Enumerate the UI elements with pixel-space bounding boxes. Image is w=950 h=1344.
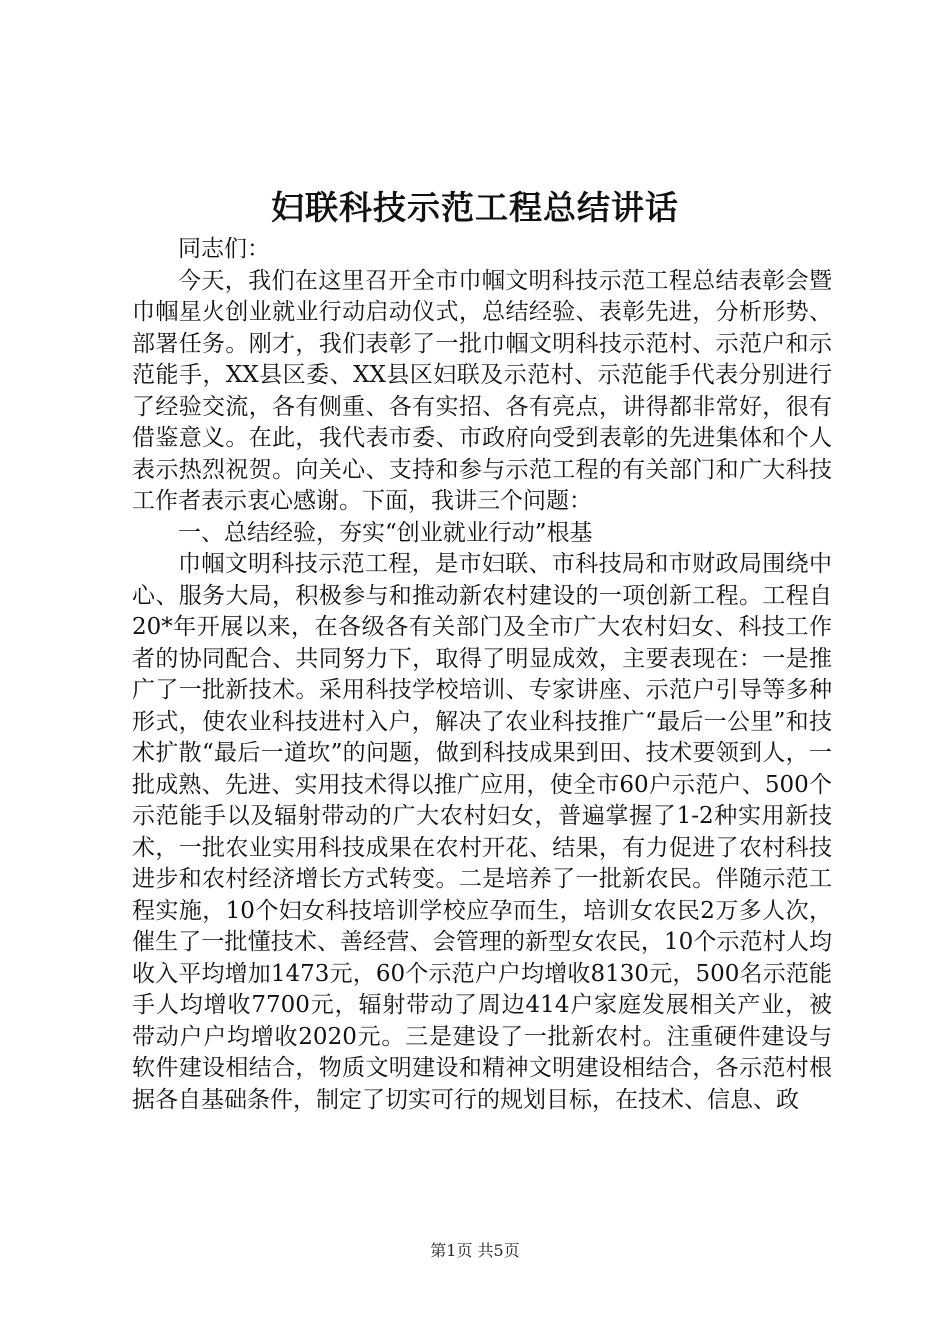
document-body <box>132 234 832 1116</box>
page-footer: 第1页 共5页 <box>430 1241 520 1260</box>
document-title: 妇联科技示范工程总结讲话 <box>271 188 679 227</box>
salutation: 同志们： <box>178 236 270 262</box>
paragraph-intro: 今天，我们在这里召开全市巾帼文明科技示范工程总结表彰会暨巾帼星火创业就业行动启动仪式，总结经验、表彰先进，分析形势、部署任务。刚才，我们表彰了一批巾帼文明科技示范村、示范户和示范能手，XX县区委、XX县区妇联及示范村、示范能手代表分别进行了经验交流，各有侧重、各有实招、各有亮点，讲得都非常好，很有借鉴意义。在此，我代表市委、市政府向受到表彰的先进集体和个人表示热烈祝贺。向关心、支持和参与示范工程的有关部门和广大科技工作者表示衷心感谢。下面，我讲三个问题： <box>132 267 832 514</box>
paragraph-summary: 巾帼文明科技示范工程，是市妇联、市科技局和市财政局围绕中心、服务大局，积极参与和推动新农村建设的一项创新工程。工程自20*年开展以来，在各级各有关部门及全市广大农村妇女、科技工作者的协同配合、共同努力下，取得了明显成效，主要表现在：一是推广了一批新技术。采用科技学校培训、专家讲座、示范户引导等多种形式，使农业科技进村入户，解决了农业科技推广“最后一公里”和技术扩散“最后一道坎”的问题，做到科技成果到田、技术要领到人，一批成熟、先进、实用技术得以推广应用，使全市60户示范户、500个示范能手以及辐射带动的广大农村妇女，普遍掌握了1-2种实用新技术，一批农业实用科技成果在农村开花、结果，有力促进了农村科技进步和农村经济增长方式转变。二是培养了一批新农民。伴随示范工程实施，10个妇女科技培训学校应孕而生，培训女农民2万多人次，催生了一批懂技术、善经营、会管理的新型女农民，10个示范村人均收入平均增加1473元，60个示范户户均增收8130元，500名示范能手人均增收7700元，辐射带动了周边414户家庭发展相关产业，被带动户户均增收2020元。三是建设了一批新农村。注重硬件建设与软件建设相结合，物质文明建设和精神文明建设相结合，各示范村根据各自基础条件，制定了切实可行的规划目标，在技术、信息、政 <box>132 551 832 1113</box>
section-heading: 一、总结经验，夯实“创业就业行动”根基 <box>178 519 593 546</box>
